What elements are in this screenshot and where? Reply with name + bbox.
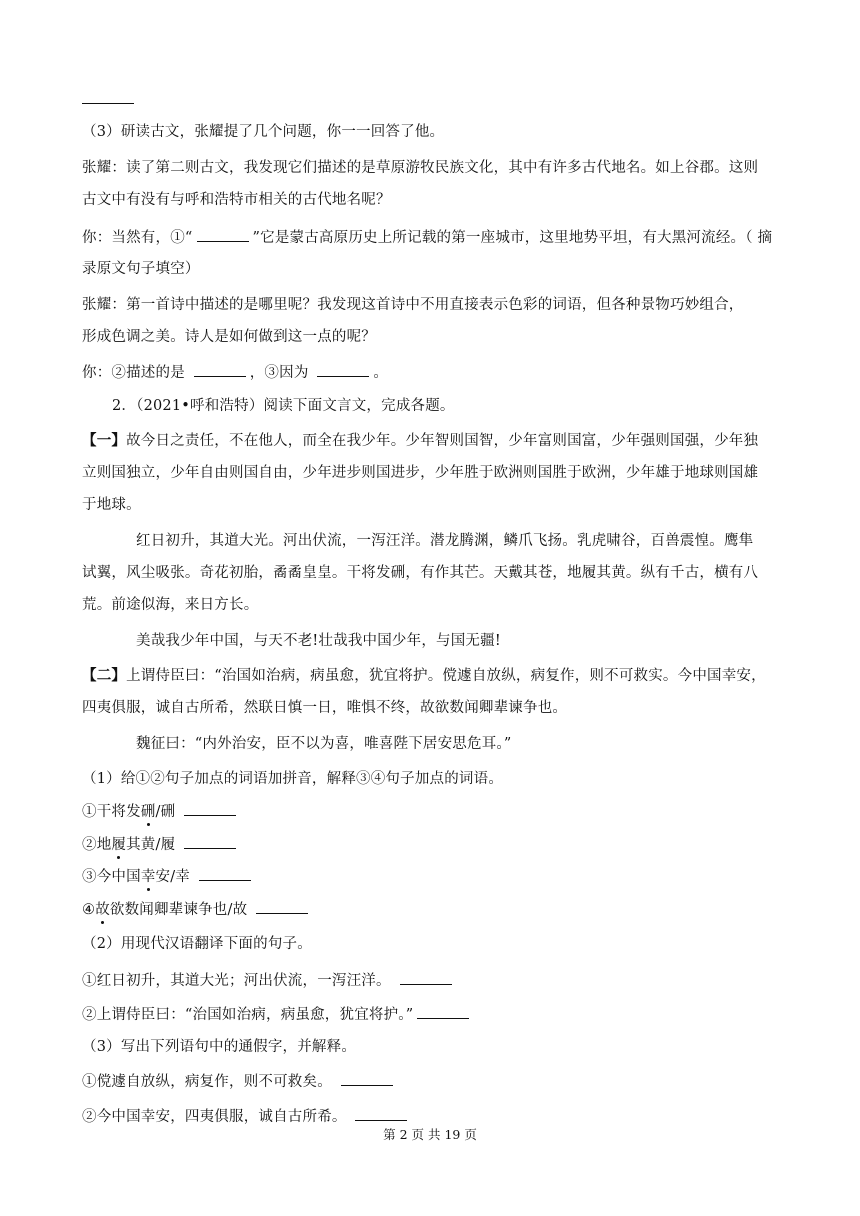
page-footer xyxy=(0,1127,860,1143)
passage-para-3: 美哉我少年中国，与天不老!壮哉我中国少年，与国无疆! xyxy=(136,633,501,649)
sub-question-3-item-1 xyxy=(82,1071,397,1092)
passage-1-line2: 立则国独立，少年自由则国自由，少年进步则国进步，少年胜于欧洲则国胜于欧洲，少年雄于地球则国雄 xyxy=(82,465,759,481)
sub-question-2-item-1 xyxy=(82,970,456,991)
answer-blank[interactable] xyxy=(184,834,236,849)
your-answer-1 xyxy=(82,227,772,248)
question-2-heading: 2．（2021•呼和浩特）阅读下面文言文，完成各题。 xyxy=(112,398,455,414)
your-answer-1-line2: 录原文句子填空） xyxy=(82,261,200,277)
answer-blank[interactable] xyxy=(400,970,452,985)
sub-question-1-item-3 xyxy=(82,866,255,887)
zhang-question-2-line1: 张耀：第一首诗中描述的是哪里呢？我发现这首诗中不用直接表示色彩的词语，但各种景物巧妙组合， xyxy=(82,297,744,313)
passage-1-text: 故今日之责任，不在他人，而全在我少年。少年智则国智，少年富则国富，少年强则国强，少年独 xyxy=(126,433,759,449)
question-3-title: （3）研读古文，张耀提了几个问题，你一一回答了他。 xyxy=(82,124,445,140)
item-text: ③今中国 xyxy=(82,869,141,885)
zhang-question-2-line2: 形成色调之美。诗人是如何做到这一点的呢？ xyxy=(82,329,376,345)
answer-2-part-a: 你：②描述的是 xyxy=(82,365,190,381)
sub-question-3-item-2 xyxy=(82,1106,411,1127)
sub-question-1-item-4 xyxy=(82,899,312,920)
answer-blank[interactable] xyxy=(355,1106,407,1121)
your-answer-2 xyxy=(82,362,388,383)
answer-blank[interactable] xyxy=(184,801,236,816)
sub-question-3-title: （3）写出下列语句中的通假字，并解释。 xyxy=(82,1039,357,1055)
item-text: ①干将发 xyxy=(82,804,141,820)
passage-2-text: 上谓侍臣曰：“治国如治病，病虽愈，犹宜将护。傥遽自放纵，病复作，则不可救实。今中国幸安， xyxy=(126,668,766,684)
item-text: 其黄/履 xyxy=(126,837,181,853)
item-text: ②地 xyxy=(82,837,112,853)
answer-2-part-c: 。 xyxy=(373,365,389,381)
dotted-word: 幸 xyxy=(140,869,156,885)
passage-2-line3: 魏征曰：“内外治安，臣不以为喜，唯喜陛下居安思危耳。” xyxy=(136,736,512,752)
answer-blank[interactable] xyxy=(82,103,134,104)
passage-1-line3: 于地球。 xyxy=(82,497,141,513)
answer-blank-3[interactable] xyxy=(317,362,369,377)
passage-para-2-line2: 试翼，风尘吸张。奇花初胎，矞矞皇皇。干将发硎，有作其芒。天戴其苍，地履其黄。纵有千古，横有八 xyxy=(82,565,759,581)
item-text: ②上谓侍臣曰：“治国如治病，病虽愈，犹宜将护。” xyxy=(82,1007,414,1023)
answer-blank-2[interactable] xyxy=(194,362,246,377)
answer-2-part-b: ，③因为 xyxy=(249,365,314,381)
answer-1-prefix: 你：当然有，①“ xyxy=(82,230,193,246)
item-text: 欲数闻卿辈谏争也/故 xyxy=(109,902,253,918)
sub-question-2-title: （2）用现代汉语翻译下面的句子。 xyxy=(82,936,312,952)
zhang-question-1-line1: 张耀：读了第二则古文，我发现它们描述的是草原游牧民族文化，其中有许多古代地名。如上谷郡。这则 xyxy=(82,160,759,176)
footer-text: 页 xyxy=(460,1127,477,1142)
item-text: ①傥遽自放纵，病复作，则不可救矣。 xyxy=(82,1074,337,1090)
total-page-count: 19 xyxy=(444,1127,461,1142)
sub-question-1-item-2 xyxy=(82,834,240,855)
passage-para-2-line3: 荒。前途似海，来日方长。 xyxy=(82,597,259,613)
passage-para-2-line1: 红日初升，其道大光。河出伏流，一泻汪洋。潜龙腾渊，鳞爪飞扬。乳虎啸谷，百兽震惶。鹰隼 xyxy=(136,533,754,549)
answer-blank[interactable] xyxy=(199,866,251,881)
sub-question-1-item-1 xyxy=(82,801,240,822)
passage-1-label: 【一】 xyxy=(82,432,127,449)
sub-question-1-title: （1）给①②句子加点的词语加拼音，解释③④句子加点的词语。 xyxy=(82,771,504,787)
sub-question-2-item-2 xyxy=(82,1004,473,1025)
passage-2-line1 xyxy=(82,666,766,686)
answer-blank[interactable] xyxy=(417,1004,469,1019)
dotted-word: 硎 xyxy=(140,804,156,820)
item-text: /硎 xyxy=(155,804,181,820)
answer-blank-1[interactable] xyxy=(197,227,249,242)
item-text: ④ xyxy=(82,902,96,918)
current-page-number: 2 xyxy=(399,1127,408,1142)
item-text: ①红日初升，其道大光；河出伏流，一泻汪洋。 xyxy=(82,973,396,989)
dotted-word: 履 xyxy=(111,837,127,853)
zhang-question-1-line2: 古文中有没有与呼和浩特市相关的古代地名呢？ xyxy=(82,192,391,208)
answer-blank[interactable] xyxy=(256,899,308,914)
item-text: ②今中国幸安，四夷俱服，诚自古所希。 xyxy=(82,1109,352,1125)
dotted-word: 故 xyxy=(95,902,110,918)
passage-1-line1 xyxy=(82,431,758,451)
footer-text: 第 xyxy=(383,1127,400,1142)
answer-blank[interactable] xyxy=(341,1071,393,1086)
passage-2-line2: 四夷俱服，诚自古所希，然联日慎一日，唯惧不终，故欲数闻卿辈谏争也。 xyxy=(82,700,568,716)
footer-text: 页 共 xyxy=(407,1127,445,1142)
passage-2-label: 【二】 xyxy=(82,667,127,684)
item-text: 安/幸 xyxy=(155,869,195,885)
answer-1-suffix: ”它是蒙古高原历史上所记载的第一座城市，这里地势平坦，有大黑河流经。（ 摘 xyxy=(252,230,773,246)
